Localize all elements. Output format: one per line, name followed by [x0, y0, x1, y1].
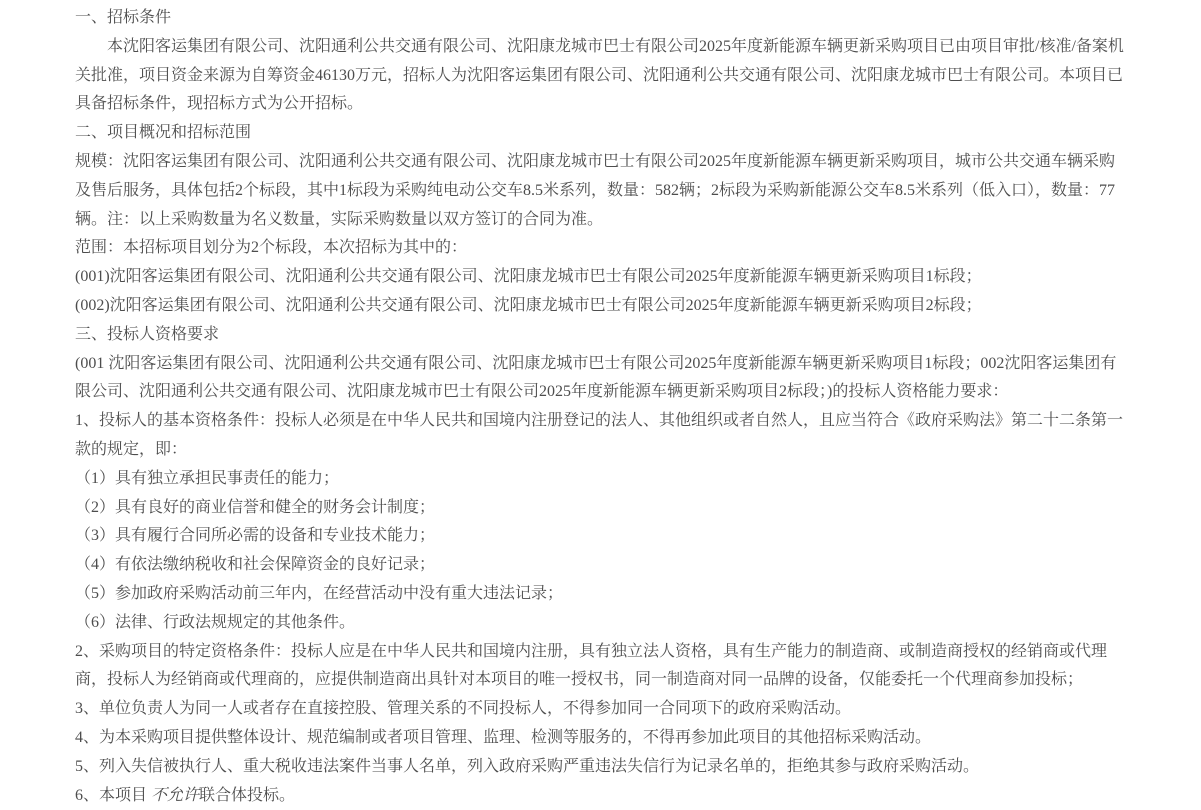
- paragraph-lot-001: (001)沈阳客运集团有限公司、沈阳通利公共交通有限公司、沈阳康龙城市巴士有限公司2025年度新能源车辆更新采购项目1标段；: [75, 268, 982, 286]
- paragraph-same-responsible-person: 3、单位负责人为同一人或者存在直接控股、管理关系的不同投标人，不得参加同一合同项下的政府采购活动。: [75, 700, 852, 718]
- list-item-6: （6）法律、行政法规规定的其他条件。: [75, 613, 356, 631]
- list-item-4: （4）有依法缴纳税收和社会保障资金的良好记录；: [75, 556, 436, 574]
- list-item-1: （1）具有独立承担民事责任的能力；: [75, 469, 340, 487]
- section-bidder-qualification-requirements: [75, 321, 1125, 810]
- section-project-overview-and-scope: [75, 119, 1125, 321]
- paragraph-no-consortium: [75, 782, 1125, 810]
- paragraph-dishonesty-list-restriction: 5、列入失信被执行人、重大税收违法案件当事人名单，列入政府采购严重违法失信行为记录名单的，拒绝其参与政府采购活动。: [75, 757, 980, 775]
- section-2-heading: 二、项目概况和招标范围: [75, 124, 252, 142]
- paragraph-design-services-restriction: 4、为本采购项目提供整体设计、规范编制或者项目管理、监理、检测等服务的，不得再参加此项目的其他招标采购活动。: [75, 728, 932, 746]
- paragraph-specific-qualification: 2、采购项目的特定资格条件：投标人应是在中华人民共和国境内注册，具有独立法人资格，具有生产能力的制造商、或制造商授权的经销商或代理商，投标人为经销商或代理商的，应提供制造商出具针对本项目的唯一授权书，同一制造商对同一品牌的设备，仅能委托一个代理商参加投标；: [75, 642, 1108, 689]
- final-clause-emphasis: 不允许: [151, 786, 200, 804]
- paragraph-lots-requirements-intro: (001 沈阳客运集团有限公司、沈阳通利公共交通有限公司、沈阳康龙城市巴士有限公司2025年度新能源车辆更新采购项目1标段；002沈阳客运集团有限公司、沈阳通利公共交通有限公司、沈阳康龙城市巴士有限公司2025年度新能源车辆更新采购项目2标段；)的投标人资格能力要求：: [75, 354, 1117, 401]
- final-clause-prefix: 6、本项目: [75, 786, 152, 804]
- list-item-3: （3）具有履行合同所必需的设备和专业技术能力；: [75, 527, 436, 545]
- final-clause-suffix: 联合体投标。: [199, 786, 296, 804]
- section-bidding-conditions: [75, 4, 1125, 119]
- list-item-5: （5）参加政府采购活动前三年内，在经营活动中没有重大违法记录；: [75, 584, 564, 602]
- paragraph-scope: 范围：本招标项目划分为2个标段，本次招标为其中的：: [75, 239, 468, 257]
- section-1-heading: 一、招标条件: [75, 9, 172, 26]
- list-item-2: （2）具有良好的商业信誉和健全的财务会计制度；: [75, 498, 436, 516]
- paragraph-basic-qualification: 1、投标人的基本资格条件：投标人必须是在中华人民共和国境内注册登记的法人、其他组织或者自然人，且应当符合《政府采购法》第二十二条第一款的规定，即：: [75, 412, 1124, 458]
- paragraph-lot-002: (002)沈阳客运集团有限公司、沈阳通利公共交通有限公司、沈阳康龙城市巴士有限公司2025年度新能源车辆更新采购项目2标段；: [75, 296, 982, 314]
- paragraph: 本沈阳客运集团有限公司、沈阳通利公共交通有限公司、沈阳康龙城市巴士有限公司2025年度新能源车辆更新采购项目已由项目审批/核准/备案机关批准，项目资金来源为自筹资金46130万元，招标人为沈阳客运集团有限公司、沈阳通利公共交通有限公司、沈阳康龙城市巴士有限公司。本项目已具备招标条件，现招标方式为公开招标。: [75, 37, 1124, 113]
- paragraph-scale: 规模：沈阳客运集团有限公司、沈阳通利公共交通有限公司、沈阳康龙城市巴士有限公司2025年度新能源车辆更新采购项目，城市公共交通车辆采购及售后服务，具体包括2个标段，其中1标段为采购纯电动公交车8.5米系列，数量：582辆；2标段为采购新能源公交车8.5米系列（低入口），数量：77辆。注：以上采购数量为名义数量，实际采购数量以双方签订的合同为准。: [75, 152, 1116, 228]
- section-3-heading: 三、投标人资格要求: [75, 325, 220, 343]
